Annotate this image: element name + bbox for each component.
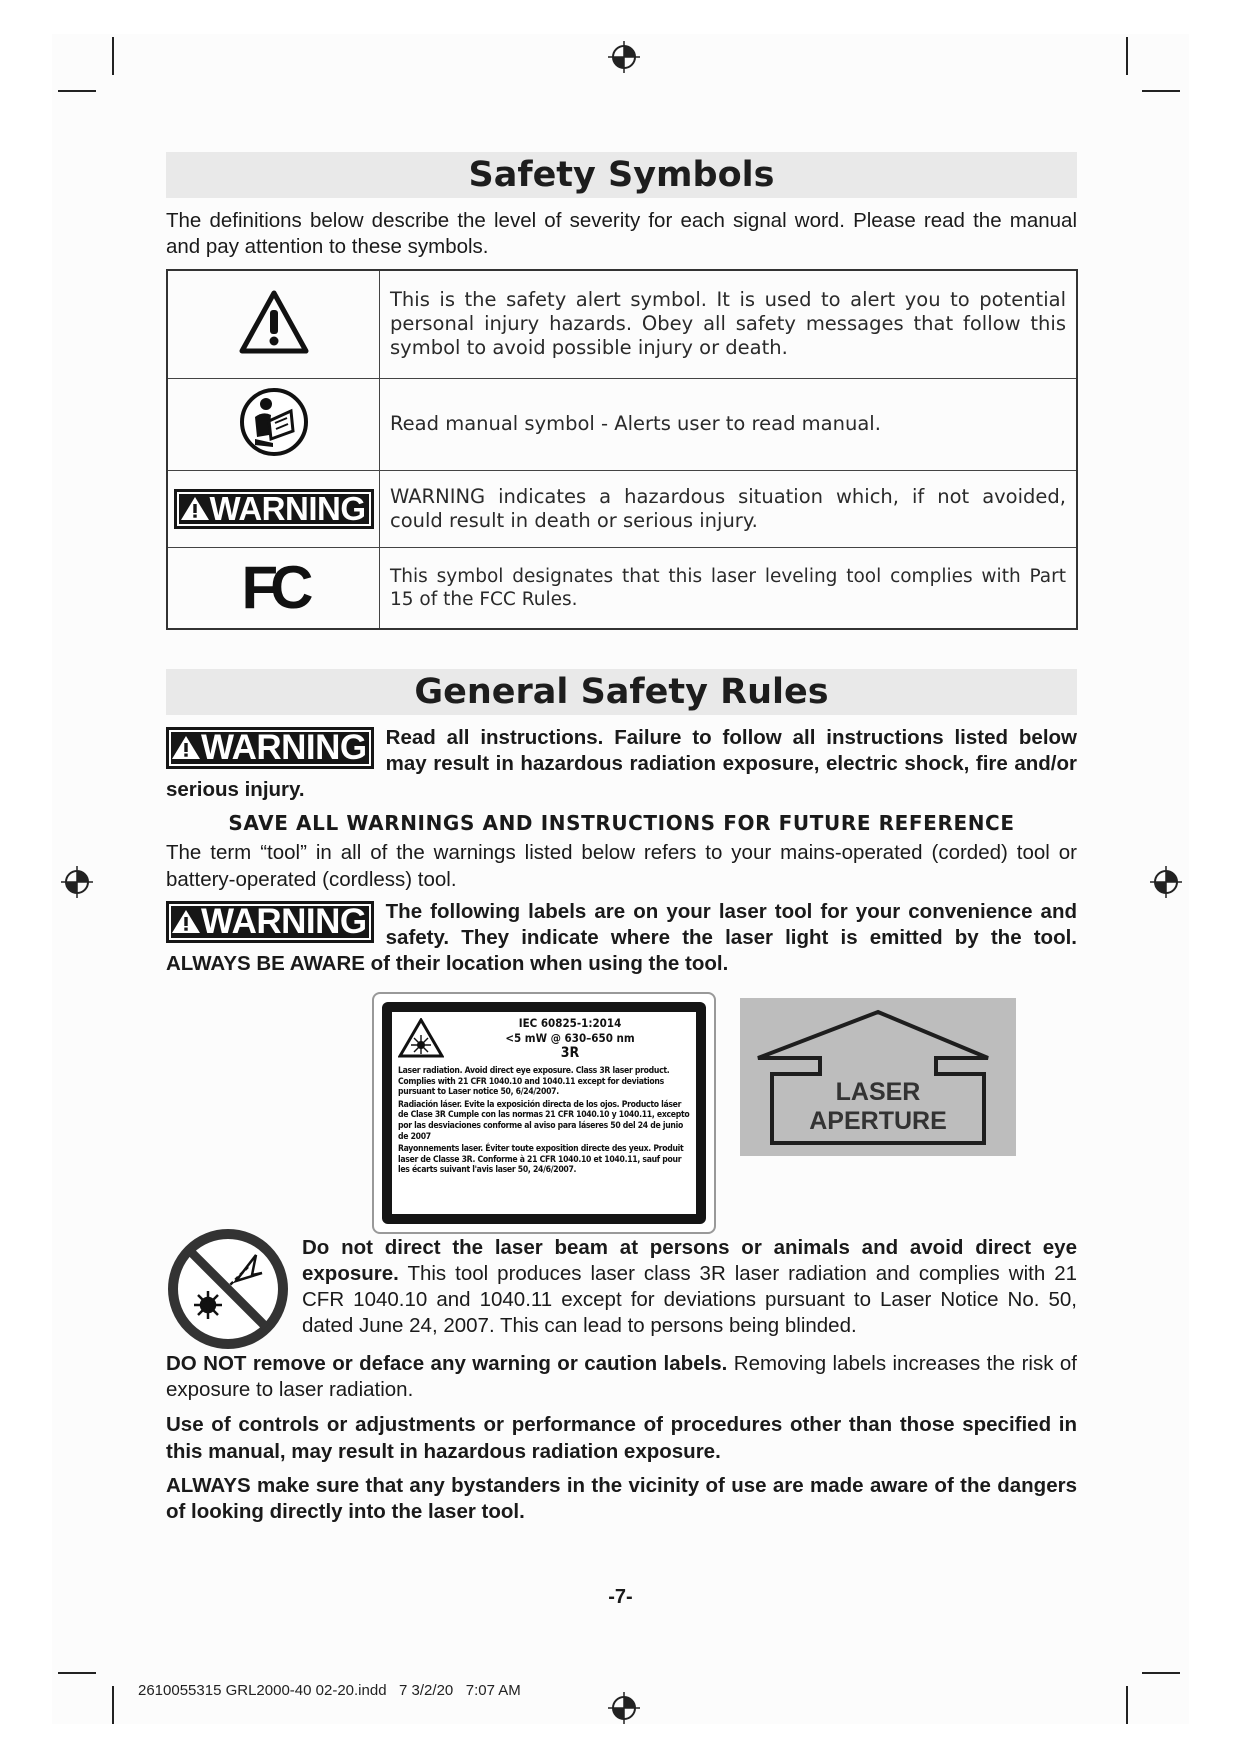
section-title-general-safety-rules: General Safety Rules (166, 669, 1077, 715)
section-title-safety-symbols: Safety Symbols (166, 152, 1077, 198)
do-not-remove-labels-bold: DO NOT remove or deface any warning or caution labels. (166, 1352, 728, 1375)
table-text-cell: WARNING indicates a hazardous situation which, if not avoided, could result in death or serious injury. (380, 470, 1078, 547)
crop-mark (1126, 37, 1128, 75)
crop-mark (1142, 90, 1180, 92)
laser-label-french: Rayonnements laser. Éviter toute exposition directe des yeux. Produit laser de Classe 3R. Conforme à 21 CFR 1040.10 et 1040.11, sauf pour les écarts suivant l'avis laser 50, 24/6/2007. (398, 1144, 684, 1176)
read-manual-icon (239, 387, 309, 457)
fcc-logo-text: FC (241, 553, 306, 621)
term-tool-paragraph: The term “tool” in all of the warnings listed below refers to your mains-operated (corded) tool or battery-operated (cordless) tool. (166, 841, 1077, 891)
warning-triangle-icon (171, 908, 201, 934)
laser-label-power: <5 mW @ 630–650 nm (505, 1031, 635, 1045)
table-row (167, 270, 1077, 378)
laser-label-spanish: Radiación láser. Evite la exposición directa de los ojos. Producto láser de Clase 3R Cumple con las normas 21 CFR 1040.10 y 1040.11, excepto por las desviaciones conforme al aviso para láseres 50 del 24 de junio de 2007 (398, 1099, 690, 1142)
fcc-logo-icon (241, 553, 306, 621)
crop-mark (58, 90, 96, 92)
controls-adjustments-paragraph: Use of controls or adjustments or performance of procedures other than those specified in this manual, may result in hazardous radiation exposure. (166, 1413, 1077, 1463)
table-text-cell: This symbol designates that this laser leveling tool complies with Part 15 of the FCC Rules. (380, 547, 1078, 629)
laser-beam-warning (166, 1235, 1077, 1339)
warning-labels-text: The following labels are on your laser tool for your convenience and safety. They indicate where the laser light is emitted by the tool. ALWAYS BE AWARE of their location when using the tool. (166, 900, 1077, 975)
table-icon-cell (167, 470, 380, 547)
registration-mark-icon (606, 1690, 642, 1726)
warning-read-instructions (166, 725, 1077, 803)
do-not-remove-labels-paragraph (166, 1351, 1077, 1403)
laser-aperture-label (740, 998, 1016, 1156)
page-number: -7- (608, 1586, 633, 1608)
warning-badge (166, 727, 374, 769)
table-row (167, 378, 1077, 470)
table-row (167, 547, 1077, 629)
main-content (166, 152, 1077, 1525)
crop-mark (112, 37, 114, 75)
registration-mark-icon (1148, 864, 1184, 900)
laser-product-label (372, 992, 716, 1234)
crop-mark (1126, 1686, 1128, 1724)
laser-beam-warning-bold: Do not direct the laser beam at persons or animals and avoid direct eye exposure. (302, 1236, 1077, 1285)
bystanders-paragraph: ALWAYS make sure that any bystanders in the vicinity of use are made aware of the dangers of looking directly into the laser tool. (166, 1474, 1077, 1523)
warning-read-instructions-text: Read all instructions. Failure to follow all instructions listed below may result in hazardous radiation exposure, electric shock, fire and/or serious injury. (166, 726, 1077, 801)
warning-badge-text: WARNING (201, 902, 367, 941)
safety-alert-icon (238, 288, 310, 356)
crop-mark (58, 1672, 96, 1674)
warning-badge-text: WARNING (201, 728, 367, 767)
registration-mark-icon (606, 39, 642, 75)
laser-label-class: 3R (560, 1045, 580, 1061)
no-laser-at-person-icon (166, 1227, 290, 1351)
warning-triangle-icon (180, 495, 210, 521)
safety-symbols-table (166, 269, 1078, 630)
table-row (167, 470, 1077, 547)
laser-beam-warning-detail: This tool produces laser class 3R laser radiation and complies with 21 CFR 1040.10 and 1040.11 except for deviations pursuant to Laser Notice No. 50, dated June 24, 2007. This can lead to persons being blinded. (302, 1262, 1077, 1337)
save-warnings-heading: SAVE ALL WARNINGS AND INSTRUCTIONS FOR FUTURE REFERENCE (228, 811, 1015, 835)
warning-triangle-icon (171, 734, 201, 760)
registration-mark-icon (59, 864, 95, 900)
table-icon-cell (167, 270, 380, 378)
crop-mark (1142, 1672, 1180, 1674)
laser-label-body (392, 1012, 696, 1214)
table-icon-cell (167, 378, 380, 470)
laser-label-border (382, 1002, 706, 1224)
laser-beam-warning-text (166, 1235, 1077, 1339)
warning-badge (166, 901, 374, 943)
table-icon-cell (167, 547, 380, 629)
table-text-cell: This is the safety alert symbol. It is used to alert you to potential personal injury hazards. Obey all safety messages that follow this symbol to avoid possible injury or death. (380, 270, 1078, 378)
print-footer: 2610055315 GRL2000-40 02-20.indd 7 3/2/20 7:07 AM (138, 1682, 521, 1699)
crop-mark (112, 1686, 114, 1724)
warning-badge (174, 489, 374, 529)
laser-hazard-icon (398, 1018, 444, 1058)
do-not-remove-labels-detail: Removing labels increases the risk of exposure to laser radiation. (166, 1352, 1077, 1401)
laser-label-english: Laser radiation. Avoid direct eye exposure. Class 3R laser product. Complies with 21 CFR 1040.10 and 1040.11 except for deviations pursuant to Laser notice 50, 6/24/2007. (398, 1066, 670, 1098)
aperture-line1: LASER (835, 1078, 921, 1106)
safety-symbols-intro: The definitions below describe the level of severity for each signal word. Please read the manual and pay attention to these symbols. (166, 209, 1077, 258)
warning-badge-text: WARNING (209, 489, 366, 527)
aperture-line2: APERTURE (809, 1107, 947, 1135)
table-text-cell: Read manual symbol - Alerts user to read manual. (380, 378, 1078, 470)
laser-label-standard: IEC 60825-1:2014 (518, 1016, 622, 1030)
warning-labels (166, 899, 1077, 977)
